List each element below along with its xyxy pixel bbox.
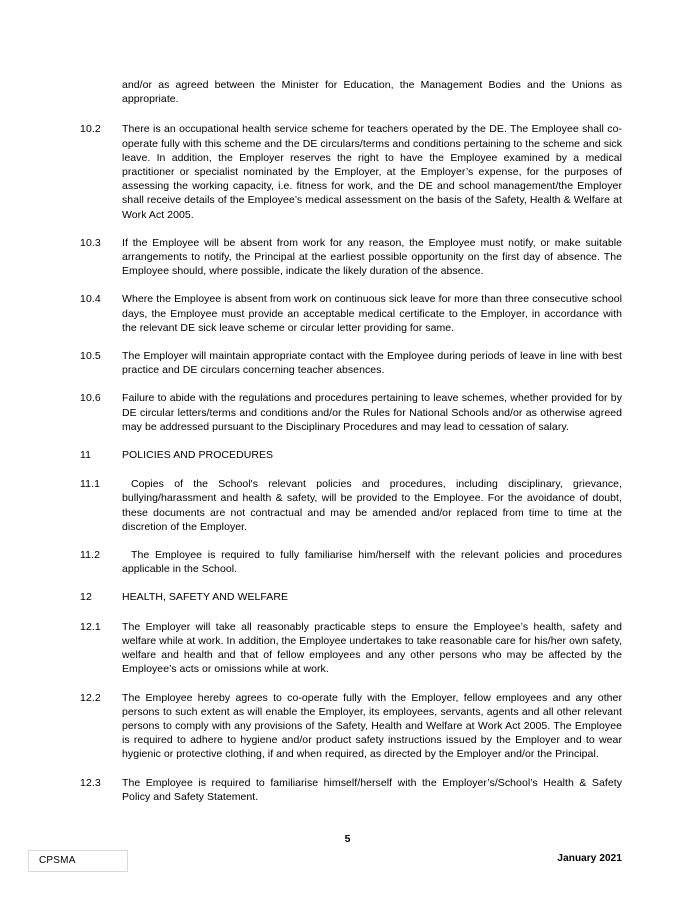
document-body [80,78,622,818]
clause-number: 10.2 [80,123,101,136]
footer-organisation-label: CPSMA [39,855,76,866]
section-heading-text: POLICIES AND PROCEDURES [122,449,274,462]
clause-text: The Employee is required to fully familiarise him/herself with the relevant policies and procedures applicable in the School. [122,549,622,576]
clause [80,691,622,762]
clause-number: 10.3 [80,236,101,249]
clause-text: There is an occupational health service scheme for teachers operated by the DE. The Employee shall co-operate fully with this scheme and the DE circulars/terms and conditions pertaining to the scheme and sick leave. In addition, the Employer reserves the right to have the Employee examined by a medical practitioner or specialist nominated by the Employer, at the Employer’s expense, for the purposes of assessing the working capacity, i.e. fitness for work, and the DE and school management/the Employer shall receive details of the Employee’s medical assessment on the basis of the Safety, Health & Welfare at Work Act 2005. [122,123,622,221]
clause [80,620,622,677]
page-number: 5 [344,833,351,845]
clause-number: 12 [80,591,92,604]
clause [80,236,622,279]
clause-text: Where the Employee is absent from work on continuous sick leave for more than three consecutive school days, the Employee must provide an acceptable medical certificate to the Employer, in accordance with the relevant DE sick leave scheme or circular letter providing for same. [122,293,622,334]
clause [80,548,622,576]
clause-number: 11 [80,449,92,462]
section-heading [80,448,622,462]
clause-number: 10.5 [80,350,101,363]
clause-text: Copies of the School's relevant policies and procedures, including disciplinary, grievance, bullying/harassment and health & safety, will be provided to the Employee. For the avoidance of doubt, these documents are not contractual and may be amended and/or replaced from time to time at the discretion of the Employer. [122,478,622,533]
clause [80,122,622,221]
clause-number: 11.2 [80,549,101,562]
clause-text: The Employee is required to familiarise himself/herself with the Employer’s/School’s Health & Safety Policy and Safety Statement. [122,776,622,803]
section-heading-text: HEALTH, SAFETY AND WELFARE [122,591,289,604]
clause-number: 10.6 [80,392,101,405]
section-heading [80,590,622,604]
clause-text: and/or as agreed between the Minister for Education, the Management Bodies and the Unions as appropriate. [122,79,622,106]
footer-date: January 2021 [557,853,622,864]
clause-text: The Employer will maintain appropriate contact with the Employee during periods of leave in line with best practice and DE circulars concerning teacher absences. [122,350,622,377]
clause-text: The Employee hereby agrees to co-operate fully with the Employer, fellow employees and any other persons to such extent as will enable the Employer, its employees, servants, agents and all other relevant persons to comply with any provisions of the Safety, Health and Welfare at Work Act 2005. The Employee is required to adhere to hygiene and/or product safety instructions issued by the Employer and to wear hygienic or protective clothing, if and when required, as directed by the Employer and/or the Principal. [122,691,622,761]
clause [80,292,622,335]
clause [80,776,622,804]
clause-text: The Employer will take all reasonably practicable steps to ensure the Employee’s health, safety and welfare while at work. In addition, the Employee undertakes to take reasonable care for his/her own safety, welfare and health and that of fellow employees and any other persons who may be affected by the Employee’s acts or omissions while at work. [122,620,622,676]
page-footer [0,832,695,900]
clause-number: 12.2 [80,691,101,704]
continuation-paragraph [80,78,622,106]
clause-number: 10.4 [80,293,101,306]
clause-text: Failure to abide with the regulations and procedures pertaining to leave schemes, whether provided for by DE circular letters/terms and conditions and/or the Rules for National Schools and/or as otherwise agreed may be addressed pursuant to the Disciplinary Procedures and may lead to cessation of salary. [122,392,622,433]
clause-number: 11.1 [80,478,101,491]
clause-number: 12.1 [80,620,101,633]
footer-organisation-box [28,850,128,872]
clause [80,349,622,377]
clause-number: 12.3 [80,776,101,789]
clause [80,477,622,534]
clause [80,391,622,434]
clause-text: If the Employee will be absent from work for any reason, the Employee must notify, or make suitable arrangements to notify, the Principal at the earliest possible opportunity on the first day of absence. The Employee should, where possible, indicate the likely duration of the absence. [122,236,622,278]
